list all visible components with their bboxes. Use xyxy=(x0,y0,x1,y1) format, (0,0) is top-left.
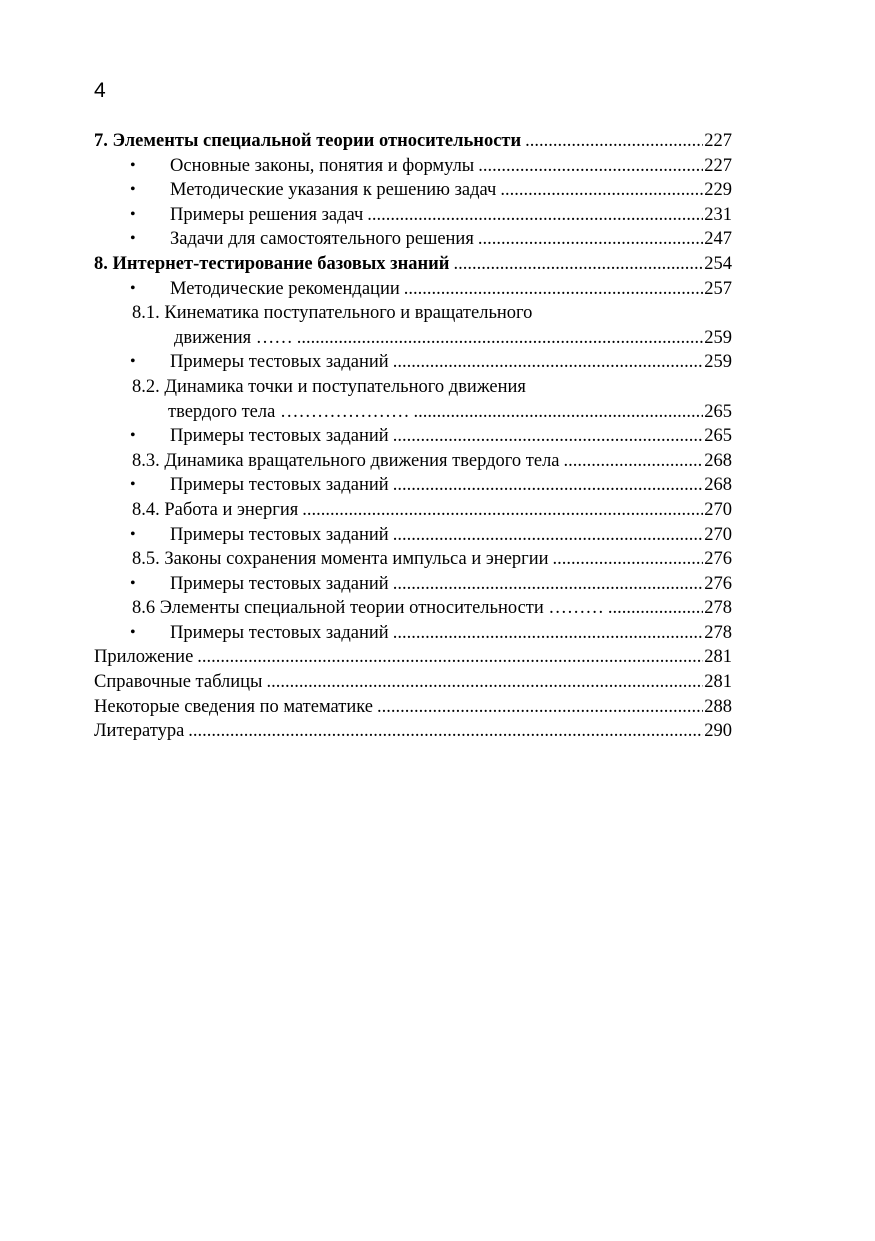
dot-leader xyxy=(500,178,703,203)
toc-entry[interactable] xyxy=(94,154,732,179)
dot-leader xyxy=(188,719,703,744)
bullet-icon: • xyxy=(130,353,136,371)
toc-entry-page: 276 xyxy=(704,549,732,570)
toc-entry-page: 276 xyxy=(704,573,732,594)
bullet-icon: • xyxy=(130,525,136,543)
toc-entry-page: 288 xyxy=(704,696,732,717)
toc-entry-page: 290 xyxy=(704,721,732,742)
toc-entry-label: Примеры тестовых заданий xyxy=(170,475,389,496)
toc-entry-label: 8.4. Работа и энергия xyxy=(132,499,299,520)
toc-entry-label: Приложение xyxy=(94,647,194,668)
toc-entry[interactable] xyxy=(94,523,732,548)
dot-leader xyxy=(197,645,703,670)
dot-leader xyxy=(393,473,704,498)
bullet-icon: • xyxy=(130,574,136,592)
bullet-icon: • xyxy=(130,279,136,297)
toc-entry[interactable] xyxy=(94,473,732,498)
bullet-icon: • xyxy=(130,181,136,199)
toc-entry-label: 8.3. Динамика вращательного движения твердого тела xyxy=(132,450,560,471)
dot-leader xyxy=(404,277,703,302)
table-of-contents xyxy=(94,129,732,744)
toc-entry-label: 8.1. Кинематика поступательного и вращательного xyxy=(132,303,533,324)
dot-leader xyxy=(525,129,703,154)
toc-entry-page: 227 xyxy=(704,131,732,151)
toc-entry-page: 257 xyxy=(704,278,732,299)
bullet-icon: • xyxy=(130,205,136,223)
toc-entry-page: 278 xyxy=(704,622,732,643)
toc-entry-label: Справочные таблицы xyxy=(94,672,263,693)
toc-entry-label: Методические рекомендации xyxy=(170,278,400,299)
toc-entry-page: 259 xyxy=(704,327,732,348)
dot-leader xyxy=(478,227,703,252)
dot-leader xyxy=(564,449,704,474)
toc-entry[interactable] xyxy=(94,277,732,302)
toc-entry-label: Примеры тестовых заданий xyxy=(170,524,389,545)
dot-leader xyxy=(267,670,704,695)
toc-entry-label: Примеры тестовых заданий xyxy=(170,573,389,594)
toc-entry-page: 281 xyxy=(704,672,732,693)
toc-entry-label: Некоторые сведения по математике xyxy=(94,696,374,717)
toc-entry-page: 270 xyxy=(704,499,732,520)
bullet-icon: • xyxy=(130,156,136,174)
dot-leader xyxy=(393,572,704,597)
dot-leader xyxy=(608,596,703,621)
page-number: 4 xyxy=(94,79,106,102)
toc-entry-label: Задачи для самостоятельного решения xyxy=(170,229,474,250)
toc-entry-page: 270 xyxy=(704,524,732,545)
toc-entry-page: 268 xyxy=(704,450,732,471)
toc-entry-label: твердого тела ………………… xyxy=(168,401,410,422)
toc-entry[interactable] xyxy=(94,178,732,203)
toc-entry-page: 268 xyxy=(704,475,732,496)
toc-entry-section-8-4[interactable] xyxy=(94,498,732,523)
toc-entry[interactable] xyxy=(94,424,732,449)
toc-entry-label: 8.5. Законы сохранения момента импульса и энергии xyxy=(132,549,549,570)
toc-entry-chapter-7[interactable] xyxy=(94,129,732,154)
toc-entry-section-8-5[interactable] xyxy=(94,547,732,572)
toc-entry-label: 7. Элементы специальной теории относительности xyxy=(94,131,522,151)
bullet-icon: • xyxy=(130,623,136,641)
toc-entry[interactable] xyxy=(94,350,732,375)
toc-entry-page: 265 xyxy=(704,426,732,447)
toc-entry-page: 259 xyxy=(704,352,732,373)
toc-entry-label: Примеры тестовых заданий xyxy=(170,426,389,447)
toc-entry-section-8-3[interactable] xyxy=(94,449,732,474)
dot-leader xyxy=(393,424,704,449)
toc-entry-page: 247 xyxy=(704,229,732,250)
toc-entry-label: Примеры решения задач xyxy=(170,204,364,225)
toc-entry-page: 227 xyxy=(704,155,732,176)
toc-entry-label: Примеры тестовых заданий xyxy=(170,352,389,373)
toc-entry-chapter-8[interactable] xyxy=(94,252,732,277)
dot-leader xyxy=(478,154,703,179)
toc-entry-section-8-2-line1[interactable] xyxy=(94,375,732,400)
toc-entry-page: 254 xyxy=(704,253,732,274)
toc-entry-math-info[interactable] xyxy=(94,695,732,720)
dot-leader xyxy=(393,621,704,646)
dot-leader xyxy=(553,547,704,572)
toc-entry-label: Литература xyxy=(94,721,185,742)
dot-leader xyxy=(367,203,703,228)
toc-entry-label: Методические указания к решению задач xyxy=(170,180,497,201)
toc-entry-section-8-6[interactable] xyxy=(94,596,732,621)
dot-leader xyxy=(302,498,703,523)
toc-entry-label: 8.6 Элементы специальной теории относительности ……… xyxy=(132,598,604,619)
toc-entry-label: 8. Интернет-тестирование базовых знаний xyxy=(94,253,450,274)
dot-leader xyxy=(377,695,703,720)
toc-entry[interactable] xyxy=(94,203,732,228)
dot-leader xyxy=(413,400,703,425)
toc-entry-section-8-1-line1[interactable] xyxy=(94,301,732,326)
bullet-icon: • xyxy=(130,476,136,494)
toc-entry[interactable] xyxy=(94,227,732,252)
toc-entry-label: Примеры тестовых заданий xyxy=(170,622,389,643)
toc-entry-page: 265 xyxy=(704,401,732,422)
bullet-icon: • xyxy=(130,230,136,248)
toc-entry[interactable] xyxy=(94,621,732,646)
toc-entry[interactable] xyxy=(94,572,732,597)
toc-entry-literature[interactable] xyxy=(94,719,732,744)
toc-entry-page: 229 xyxy=(704,180,732,201)
dot-leader xyxy=(453,252,703,277)
toc-entry-section-8-2[interactable] xyxy=(94,400,732,425)
toc-entry-appendix[interactable] xyxy=(94,645,732,670)
toc-entry-label: 8.2. Динамика точки и поступательного движения xyxy=(132,376,526,397)
toc-entry-page: 281 xyxy=(704,647,732,668)
toc-entry-page: 231 xyxy=(704,204,732,225)
toc-entry-reference-tables[interactable] xyxy=(94,670,732,695)
dot-leader xyxy=(297,326,704,351)
dot-leader xyxy=(393,350,704,375)
toc-entry-page: 278 xyxy=(704,598,732,619)
toc-entry-label: движения …… xyxy=(174,327,293,348)
toc-entry-section-8-1[interactable] xyxy=(94,326,732,351)
bullet-icon: • xyxy=(130,427,136,445)
toc-entry-label: Основные законы, понятия и формулы xyxy=(170,155,475,176)
dot-leader xyxy=(393,523,704,548)
